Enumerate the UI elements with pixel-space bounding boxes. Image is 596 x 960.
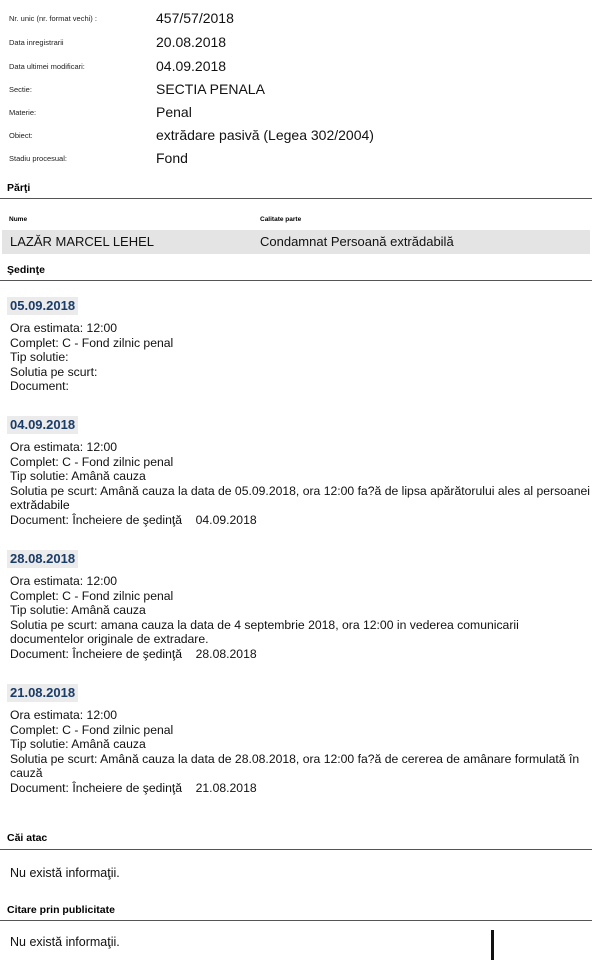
- info-label: Obiect:: [9, 131, 33, 140]
- info-row-data-modificari: [0, 58, 596, 78]
- info-label: Stadiu procesual:: [9, 154, 67, 163]
- hearing-details: [10, 708, 590, 796]
- info-row-sectie: [0, 81, 596, 101]
- parti-title: Părţi: [7, 182, 31, 194]
- hearing-document: Document: Încheiere de şedinţă 04.09.2018: [10, 512, 257, 527]
- info-value: SECTIA PENALA: [156, 81, 265, 97]
- parti-table-header: [0, 210, 592, 230]
- info-row-obiect: [0, 127, 596, 147]
- hearing-details: [10, 574, 590, 662]
- info-value: Fond: [156, 150, 188, 166]
- table-row: [2, 230, 590, 254]
- hearing-date: 21.08.2018: [7, 684, 78, 702]
- party-role: Condamnat Persoană extrădabilă: [260, 234, 454, 249]
- hearing-date: 05.09.2018: [7, 297, 78, 315]
- hearing-ora: Ora estimata: 12:00: [10, 708, 118, 722]
- hearing-details: [10, 321, 173, 394]
- info-row-materie: [0, 104, 596, 124]
- hearing-ora: Ora estimata: 12:00: [10, 321, 118, 335]
- sedinte-title: Şedinţe: [7, 264, 45, 276]
- hearing-document: Document: Încheiere de şedinţă 28.08.2018: [10, 646, 257, 661]
- hearing-tip-solutie: Tip solutie:: [10, 350, 69, 365]
- info-value: Penal: [156, 104, 192, 120]
- info-label: Nr. unic (nr. format vechi) :: [9, 14, 97, 23]
- party-name: LAZĂR MARCEL LEHEL: [10, 234, 155, 249]
- divider: [0, 198, 592, 199]
- hearing-ora: Ora estimata: 12:00: [10, 440, 118, 454]
- info-label: Materie:: [9, 108, 37, 117]
- cai-atac-title: Căi atac: [7, 832, 48, 844]
- hearing-complet: Complet: C - Fond zilnic penal: [10, 588, 174, 603]
- info-value: 20.08.2018: [156, 34, 227, 50]
- info-label: Data inregistrarii: [9, 38, 64, 47]
- hearing-solutie: Solutia pe scurt: Amână cauza la data de 28.08.2018, ora 12:00 fa?ă de cererea de amânare formulată în cauză: [10, 751, 580, 781]
- column-header-nume: Nume: [9, 216, 28, 223]
- info-value: extrădare pasivă (Legea 302/2004): [156, 127, 374, 143]
- hearing-ora: Ora estimata: 12:00: [10, 574, 118, 588]
- hearing-complet: Complet: C - Fond zilnic penal: [10, 454, 174, 469]
- hearing-complet: Complet: C - Fond zilnic penal: [10, 722, 174, 737]
- info-label: Data ultimei modificari:: [9, 62, 85, 71]
- hearing-tip-solutie: Tip solutie: Amână cauza: [10, 469, 146, 484]
- hearing-solutie: Solutia pe scurt: Amână cauza la data de 05.09.2018, ora 12:00 fa?ă de lipsa apărătorului ales al persoanei extrădabile: [10, 483, 590, 513]
- citare-title: Citare prin publicitate: [7, 904, 115, 916]
- column-header-calitate: Calitate parte: [260, 216, 302, 223]
- hearing-solutie: Solutia pe scurt: amana cauza la data de 4 septembrie 2018, ora 12:00 in vederea comunicarii documentelor originale de extradare.: [10, 617, 519, 647]
- hearing-solutie: Solutia pe scurt:: [10, 364, 98, 379]
- hearing-document: Document:: [10, 379, 69, 394]
- divider: [0, 920, 592, 921]
- info-row-stadiu: [0, 150, 596, 170]
- info-value: 457/57/2018: [156, 10, 234, 26]
- cai-atac-text: Nu există informaţii.: [10, 866, 120, 880]
- divider: [0, 280, 592, 281]
- vertical-mark: [491, 930, 494, 960]
- hearing-complet: Complet: C - Fond zilnic penal: [10, 335, 174, 350]
- info-row-nr-unic: [0, 10, 596, 30]
- hearing-tip-solutie: Tip solutie: Amână cauza: [10, 737, 146, 752]
- hearing-date: 04.09.2018: [7, 416, 78, 434]
- info-row-data-inregistrarii: [0, 34, 596, 54]
- divider: [0, 849, 592, 850]
- citare-text: Nu există informaţii.: [10, 935, 120, 949]
- info-value: 04.09.2018: [156, 58, 227, 74]
- hearing-details: [10, 440, 590, 528]
- info-label: Sectie:: [9, 85, 32, 94]
- hearing-date: 28.08.2018: [7, 550, 78, 568]
- hearing-tip-solutie: Tip solutie: Amână cauza: [10, 603, 146, 618]
- hearing-document: Document: Încheiere de şedinţă 21.08.2018: [10, 780, 257, 795]
